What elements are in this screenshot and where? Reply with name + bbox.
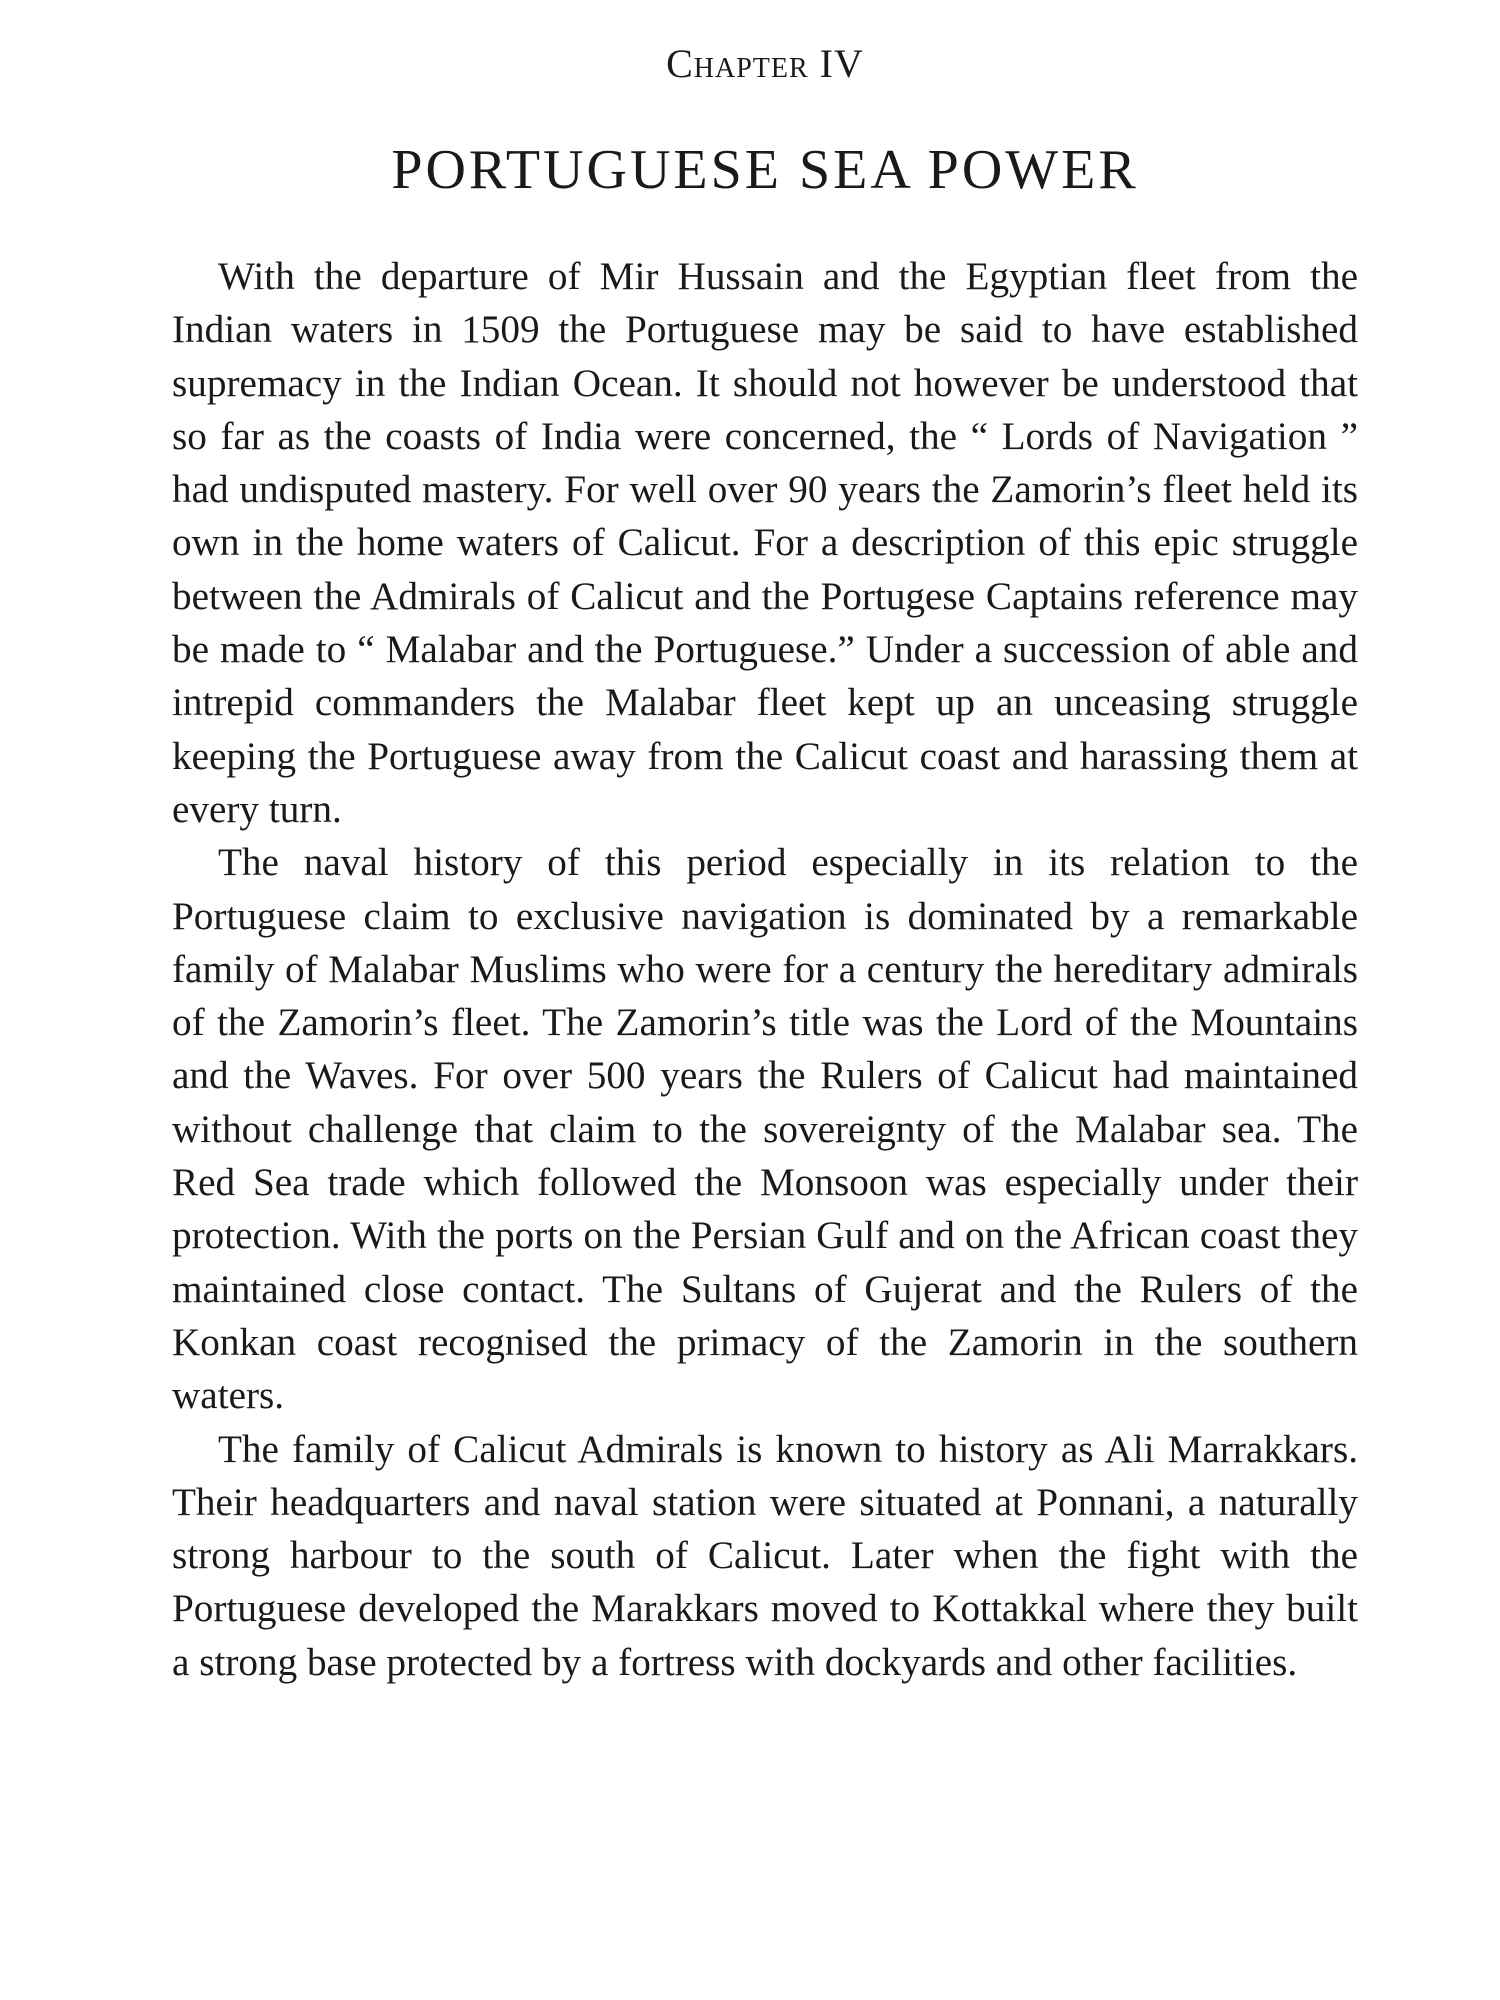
chapter-body bbox=[172, 250, 1358, 1689]
chapter-title: PORTUGUESE SEA POWER bbox=[391, 139, 1139, 201]
paragraph-2: The naval history of this period especially in its relation to the Portuguese claim to exclusive navigation is dominated by a remarkable family of Malabar Muslims who were for a century the hereditary admirals of the Zamorin’s fleet. The Zamorin’s title was the Lord of the Mountains and the Waves. For over 500 years the Rulers of Calicut had maintained without challenge that claim to the sovereignty of the Malabar sea. The Red Sea trade which followed the Monsoon was especially under their protection. With the ports on the Persian Gulf and on the African coast they maintained close contact. The Sultans of Gujerat and the Rulers of the Konkan coast recognised the primacy of the Zamorin in the southern waters. bbox=[172, 841, 1358, 1418]
paragraph-1: With the departure of Mir Hussain and the Egyptian fleet from the Indian waters in 1509 the Portuguese may be said to have established supremacy in the Indian Ocean. It should not however be understood that so far as the coasts of India were concerned, the “ Lords of Navigation ” had undisputed mastery. For well over 90 years the Zamorin’s fleet held its own in the home waters of Calicut. For a description of this epic struggle between the Admirals of Calicut and the Portugese Captains reference may be made to “ Malabar and the Portuguese.” Under a succession of able and intrepid commanders the Malabar fleet kept up an unceasing struggle keeping the Portuguese away from the Calicut coast and harassing them at every turn. bbox=[172, 255, 1358, 831]
book-page bbox=[172, 0, 1358, 2000]
paragraph-3: The family of Calicut Admirals is known to history as Ali Marrakkars. Their headquarters and naval station were situated at Ponnani, a naturally strong harbour to the south of Calicut. Later when the fight with the Portuguese developed the Marakkars moved to Kottakkal where they built a strong base protected by a fortress with dockyards and other facilities. bbox=[172, 1427, 1358, 1684]
chapter-label: Chapter IV bbox=[666, 41, 864, 86]
